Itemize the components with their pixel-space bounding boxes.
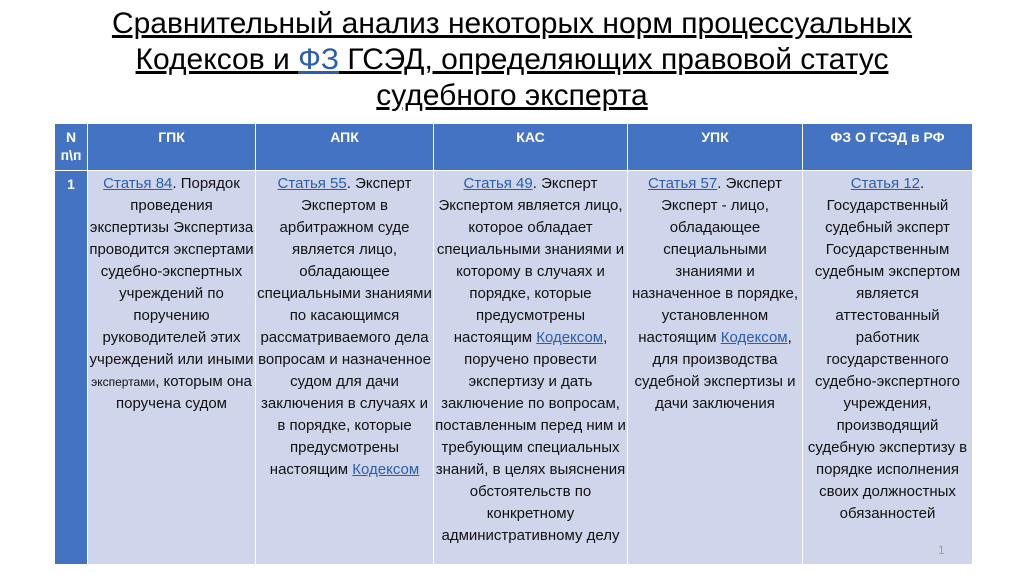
slide-title — [0, 6, 1024, 114]
table-header-row — [55, 124, 973, 171]
cell-upk — [628, 171, 803, 565]
title-line-2 — [0, 42, 1024, 78]
gpk-text-small: экспертами — [91, 375, 156, 389]
cell-apk — [256, 171, 434, 565]
upk-code-link[interactable]: Кодексом — [720, 329, 788, 346]
upk-text-end: , для производства судебной экспертизы и дачи заключения — [634, 329, 796, 412]
comparison-table — [54, 123, 973, 565]
gpk-text: . Порядок проведения экспертизы Экспертиза проводится экспертами судебно-экспертных учреждений по поручению руководителей этих учреждений или иными — [89, 175, 254, 368]
fz-article-link[interactable]: Статья 12 — [850, 175, 921, 192]
header-gpk: ГПК — [88, 124, 256, 171]
comparison-table-wrapper — [54, 123, 972, 565]
upk-text: . Эксперт Эксперт - лицо, обладающее специальными знаниями и назначенное в порядке, установленном настоящим — [631, 175, 799, 346]
title-line-2-suffix: ГСЭД, определяющих правовой статус — [339, 43, 889, 76]
title-line-2-prefix: Кодексов и — [135, 43, 299, 76]
title-line-3: судебного эксперта — [376, 79, 648, 112]
cell-fz — [803, 171, 973, 565]
kas-code-link[interactable]: Кодексом — [536, 329, 604, 346]
kas-text: . Эксперт Экспертом является лицо, которое обладает специальными знаниями и которому в случаях и порядке, которые предусмотрены настоящим — [436, 175, 625, 346]
kas-article-link[interactable]: Статья 49 — [463, 175, 533, 192]
fz-link[interactable]: ФЗ — [298, 43, 340, 76]
apk-code-link[interactable]: Кодексом — [352, 461, 420, 478]
title-line-1: Сравнительный анализ некоторых норм процессуальных — [111, 7, 913, 40]
cell-gpk — [88, 171, 256, 565]
header-num: N п\п — [55, 124, 88, 171]
header-apk: АПК — [256, 124, 434, 171]
table-row — [55, 171, 973, 565]
gpk-article-link[interactable]: Статья 84 — [103, 175, 173, 192]
page-number: 1 — [938, 543, 945, 557]
header-kas: КАС — [434, 124, 628, 171]
kas-text-end: , поручено провести экспертизу и дать заключение по вопросам, поставленным перед ним и требующим специальных знаний, в целях выяснения обстоятельств по конкретному административному делу — [435, 329, 626, 544]
header-upk: УПК — [628, 124, 803, 171]
row-number: 1 — [55, 171, 88, 565]
apk-text: . Эксперт Экспертом в арбитражном суде является лицо, обладающее специальными знаниями по касающимся рассматриваемого дела вопросам и назначенное судом для дачи заключения в случаях и в порядке, которые предусмотрены настоящим — [257, 175, 432, 478]
apk-article-link[interactable]: Статья 55 — [277, 175, 347, 192]
gpk-text-end: , которым она поручена судом — [116, 373, 252, 412]
upk-article-link[interactable]: Статья 57 — [648, 175, 718, 192]
header-fz: ФЗ О ГСЭД в РФ — [803, 124, 973, 171]
cell-kas — [434, 171, 628, 565]
fz-text: . Государственный судебный эксперт Государственным судебным экспертом является аттестованный работник государственного судебно-экспертного учреждения, производящий судебную экспертизу в порядке исполнения своих должностных обязанностей — [807, 175, 968, 522]
